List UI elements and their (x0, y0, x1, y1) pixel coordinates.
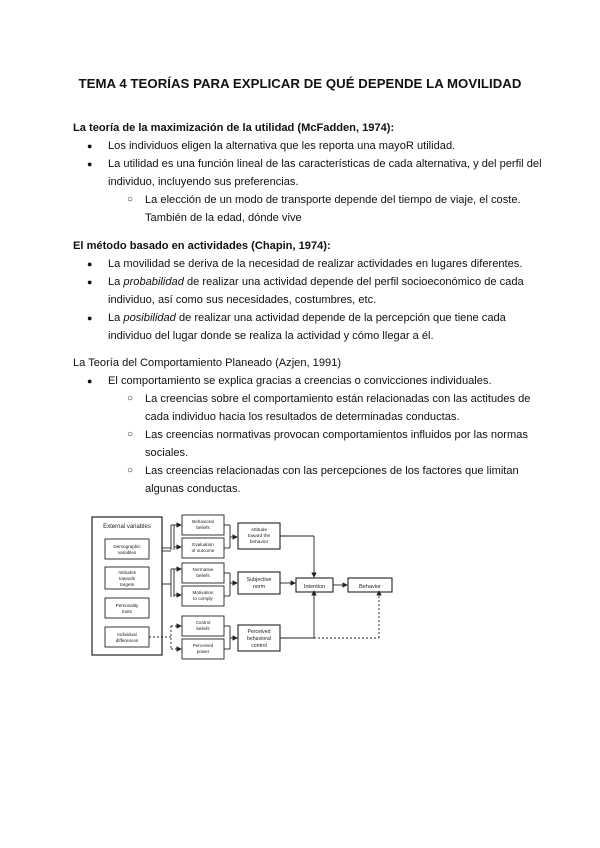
list-item: ● La movilidad se deriva de la necesidad de realizar actividades en lugares diferentes. (73, 255, 543, 273)
evaluation-label-2: of outcome (191, 548, 215, 553)
individual-differences-box (105, 627, 149, 647)
personality-traits-box (105, 598, 149, 618)
list-item (73, 309, 543, 345)
bullet-list (73, 372, 543, 498)
attitudes-label-2: towards (118, 576, 136, 581)
text-fragment: La (108, 312, 124, 324)
intention-label: Intention (303, 584, 326, 590)
sub-list-item: ○ Las creencias normativas provocan comportamientos influidos por las normas sociales. (73, 426, 543, 462)
attitude-label-3: behavior (249, 540, 269, 545)
emphasis: posibilidad (123, 312, 176, 324)
belief-connectors (224, 525, 237, 649)
external-connectors (149, 525, 181, 649)
motivation-label-1: Motivation (192, 590, 214, 595)
external-variables-group (92, 517, 162, 655)
perceived-power-label-2: power (196, 649, 210, 654)
subjective-label-1: Subjective (246, 577, 272, 583)
list-item: ● La utilidad es una función lineal de las características de cada alternativa, y del perfil del individuo, incluyendo sus preferencias. (73, 155, 543, 191)
motivation-label-2: to comply (193, 596, 213, 601)
evaluation-label-1: Evaluation (192, 542, 214, 547)
list-item (73, 273, 543, 309)
subjective-label-2: norm (252, 584, 266, 590)
bullet-list (73, 255, 543, 345)
individual-label-2: differences (115, 638, 139, 643)
belief-boxes (182, 515, 224, 659)
sub-list-item: ○ La creencias sobre el comportamiento están relacionadas con las actitudes de cada individuo hacia los resultados de determinadas conductas. (73, 390, 543, 426)
personality-label-2: traits (122, 609, 132, 614)
individual-label-1: Individual (117, 632, 137, 637)
list-item: ● Los individuos eligen la alternativa que les reporta una mayoR utilidad. (73, 137, 543, 155)
construct-boxes (238, 523, 280, 651)
bullet-list (73, 137, 543, 227)
perceived-power-label-1: Perceived (192, 643, 214, 648)
page-title: TEMA 4 TEORÍAS PARA EXPLICAR DE QUÉ DEPENDE LA MOVILIDAD (78, 76, 522, 91)
section-heading: La teoría de la maximización de la utilidad (McFadden, 1974): (73, 122, 395, 134)
control-beliefs-label-2: beliefs (196, 626, 210, 631)
attitudes-label-1: Attitudes (118, 570, 136, 575)
pbc-label-3: control (251, 643, 267, 649)
personality-label-1: Personality (115, 603, 139, 608)
sub-list-item: ○ La elección de un modo de transporte depende del tiempo de viaje, el coste. También de la edad, dónde vive (73, 191, 543, 227)
section-planned-behavior (73, 354, 543, 498)
pbc-label-1: Perceived (247, 629, 271, 635)
behavioral-beliefs-label-2: beliefs (196, 525, 210, 530)
behavior-label: Behavior (358, 584, 382, 590)
list-item: ● El comportamiento se explica gracias a creencias o convicciones individuales. (73, 372, 543, 390)
section-heading: El método basado en actividades (Chapin, 1974): (73, 240, 331, 252)
pbc-label-2: behavioral (247, 636, 271, 642)
attitude-label-1: Attitude (250, 528, 268, 533)
attitudes-label-3: targets (119, 582, 135, 587)
demographic-label-1: Demographic (113, 544, 141, 549)
behavioral-beliefs-label-1: Behavioral (192, 519, 214, 524)
text-fragment: de realizar una actividad depende del perfil socioeconómico de cada individuo, así como sus necesidades, costumbres, etc. (108, 276, 524, 306)
external-variables-label: External variables (103, 524, 151, 530)
demographic-variables-box (105, 539, 149, 559)
normative-beliefs-label-1: Normative (192, 567, 214, 572)
text-fragment: de realizar una actividad depende de la percepción que tiene cada individuo del lugar donde se realiza la actividad y cómo llegar a él. (108, 312, 506, 342)
emphasis: probabilidad (123, 276, 184, 288)
section-heading: La Teoría del Comportamiento Planeado (Azjen, 1991) (73, 357, 342, 369)
text-fragment: La (108, 276, 124, 288)
section-utility-maximization (73, 119, 543, 227)
section-activity-based (73, 237, 543, 345)
normative-beliefs-label-2: beliefs (196, 573, 210, 578)
attitude-label-2: toward the (247, 534, 271, 539)
subjective-norm-box (238, 572, 280, 594)
control-beliefs-label-1: Control (195, 620, 211, 625)
tpb-diagram (91, 509, 421, 661)
sub-list-item: ○ Las creencias relacionadas con las percepciones de los factores que limitan algunas conductas. (73, 462, 543, 498)
demographic-label-2: variables (117, 550, 137, 555)
